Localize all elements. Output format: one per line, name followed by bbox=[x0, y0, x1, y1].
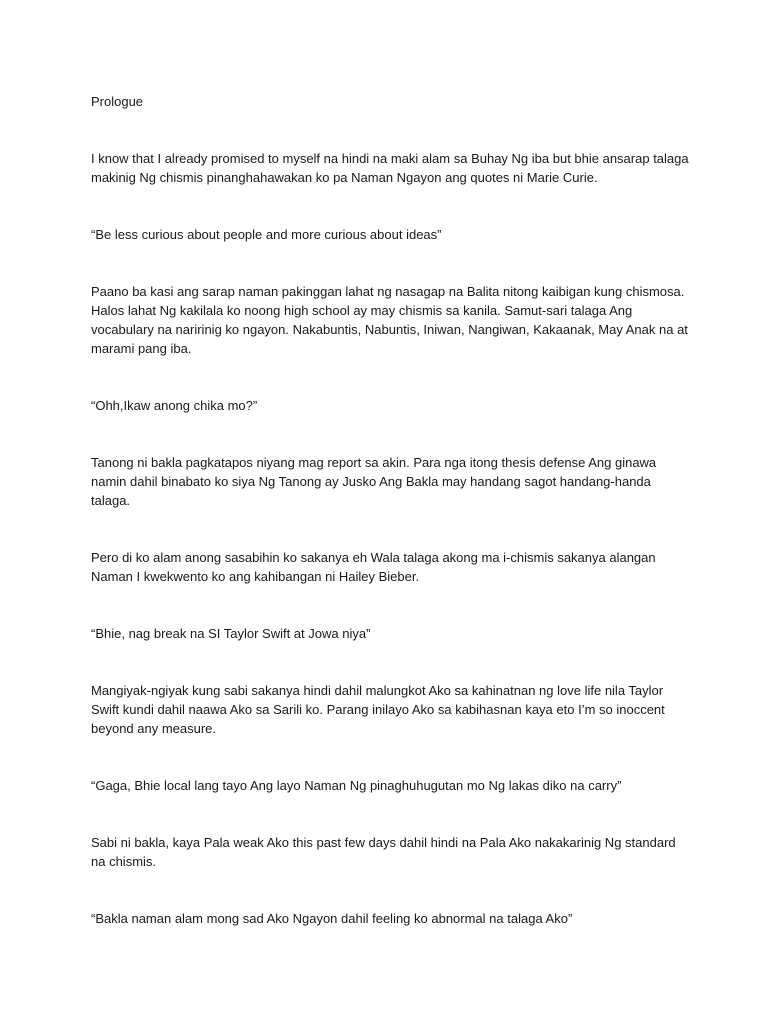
paragraph: Pero di ko alam anong sasabihin ko sakanya eh Wala talaga akong ma i-chismis sakanya alangan Naman I kwekwento ko ang kahibangan ni Hailey Bieber. bbox=[91, 550, 656, 584]
quote-paragraph: “Gaga, Bhie local lang tayo Ang layo Naman Ng pinaghuhugutan mo Ng lakas diko na carry” bbox=[91, 778, 622, 793]
quote-paragraph: “Bakla naman alam mong sad Ako Ngayon dahil feeling ko abnormal na talaga Ako” bbox=[91, 911, 573, 926]
paragraph: Sabi ni bakla, kaya Pala weak Ako this past few days dahil hindi na Pala Ako nakakarinig Ng standard na chismis. bbox=[91, 835, 676, 869]
paragraph: Paano ba kasi ang sarap naman pakinggan lahat ng nasagap na Balita nitong kaibigan kung chismosa. Halos lahat Ng kakilala ko noong high school ay may chismis sa kanila. Samut-sari talaga Ang vocabulary na naririnig ko ngayon. Nakabuntis, Nabuntis, Iniwan, Nangiwan, Kakaanak, May Anak na at marami pang iba. bbox=[91, 284, 688, 356]
quote-paragraph: “Ohh,Ikaw anong chika mo?” bbox=[91, 398, 258, 413]
document-title: Prologue bbox=[91, 94, 144, 109]
quote-paragraph: “Be less curious about people and more curious about ideas” bbox=[91, 227, 442, 242]
document-body bbox=[91, 92, 691, 928]
quote-paragraph: “Bhie, nag break na SI Taylor Swift at Jowa niya” bbox=[91, 626, 371, 641]
paragraph: I know that I already promised to myself na hindi na maki alam sa Buhay Ng iba but bhie ansarap talaga makinig Ng chismis pinanghahawakan ko pa Naman Ngayon ang quotes ni Marie Curie. bbox=[91, 151, 689, 185]
paragraph: Tanong ni bakla pagkatapos niyang mag report sa akin. Para nga itong thesis defense Ang ginawa namin dahil binabato ko siya Ng Tanong ay Jusko Ang Bakla may handang sagot handang-handa talaga. bbox=[91, 455, 657, 508]
paragraph: Mangiyak-ngiyak kung sabi sakanya hindi dahil malungkot Ako sa kahinatnan ng love life nila Taylor Swift kundi dahil naawa Ako sa Sarili ko. Parang inilayo Ako sa kabihasnan kaya eto I’m so inoccent beyond any measure. bbox=[91, 683, 665, 736]
